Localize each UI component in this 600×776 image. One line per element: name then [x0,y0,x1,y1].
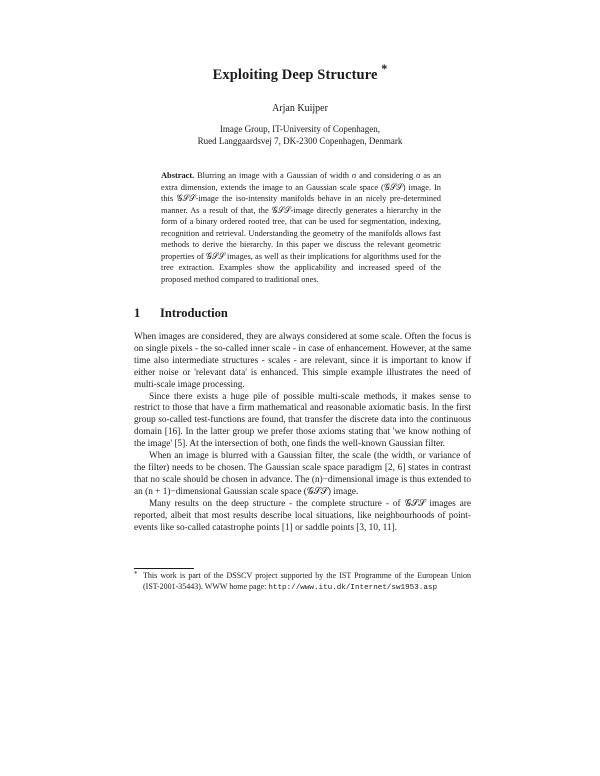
footnote-marker: * [134,570,138,578]
paragraph-2: Since there exists a huge pile of possible multi-scale methods, it makes sense to restrict to those that have a firm mathematical and reasonable axiomatic basis. In the first group so-called test-functions are found, that transfer the discrete data into the continuous domain [16]. In the latter group we prefer those axioms stating that 'we know nothing of the image' [5]. At the intersection of both, one finds the well-known Gaussian filter. [134,391,471,450]
footnote-rule [134,568,194,569]
affiliation [0,123,600,147]
section-title: Introduction [160,306,228,320]
affiliation-line-1: Image Group, IT-University of Copenhagen, [219,124,381,134]
paragraph-1: When images are considered, they are always considered at some scale. Often the focus is on single pixels - the so-called inner scale - in case of enhancement. However, at the same time also intermediate structures - scales - are relevant, since it is important to know if either noise or 'relevant data' is enhanced. This simple example illustrates the need of multi-scale image processing. [134,332,471,390]
abstract [161,170,441,285]
abstract-label: Abstract. [161,171,195,180]
title-text: Exploiting Deep Structure [212,66,378,83]
title-footnote-marker: * [381,62,388,76]
body-text [134,332,471,534]
abstract-text: Blurring an image with a Gaussian of width σ and considering σ as an extra dimension, extends the image to an Gaussian scale space (𝒢𝒮𝒮) image. In this 𝒢𝒮𝒮-image the iso-intensity manifolds behave in an nicely pre-determined manner. As a result of that, the 𝒢𝒮𝒮-image directly generates a hierarchy in the form of a binary ordered rooted tree, that can be used for segmentation, indexing, recognition and retrieval. Understanding the geometry of the manifolds allows fast methods to derive the hierarchy. In this paper we discuss the relevant geometric properties of 𝒢𝒮𝒮 images, as well as their implications for algorithms used for the tree extraction. Examples show the applicability and increased speed of the proposed method compared to traditional ones. [161,171,442,284]
section-number: 1 [134,306,141,320]
section-heading [134,306,228,321]
affiliation-line-2: Rued Langgaardsvej 7, DK-2300 Copenhagen, Denmark [197,136,403,146]
footnote-body [134,571,471,594]
author-name: Arjan Kuijper [272,103,328,114]
footnote-text: This work is part of the DSSCV project supported by the IST Programme of the European Union (IST-2001-35443). WWW home page: [143,571,471,591]
paragraph-3: When an image is blurred with a Gaussian filter, the scale (the width, or variance of the filter) needs to be chosen. The Gaussian scale space paradigm [2, 6] states in contrast that no scale should be chosen in advance. The (n)−dimensional image is thus extended to an (n + 1)−dimensional Gaussian scale space (𝒢𝒮𝒮) image. [134,451,471,497]
footnote [134,571,471,594]
paper-title [0,62,600,84]
paragraph-4: Many results on the deep structure - the complete structure - of 𝒢𝒮𝒮 images are reported, albeit that most results describe local situations, like neighbourhoods of point-events like so-called catastrophe points [1] or saddle points [3, 10, 11]. [134,498,471,533]
footnote-url[interactable]: http://www.itu.dk/Internet/sw1953.asp [268,583,437,592]
